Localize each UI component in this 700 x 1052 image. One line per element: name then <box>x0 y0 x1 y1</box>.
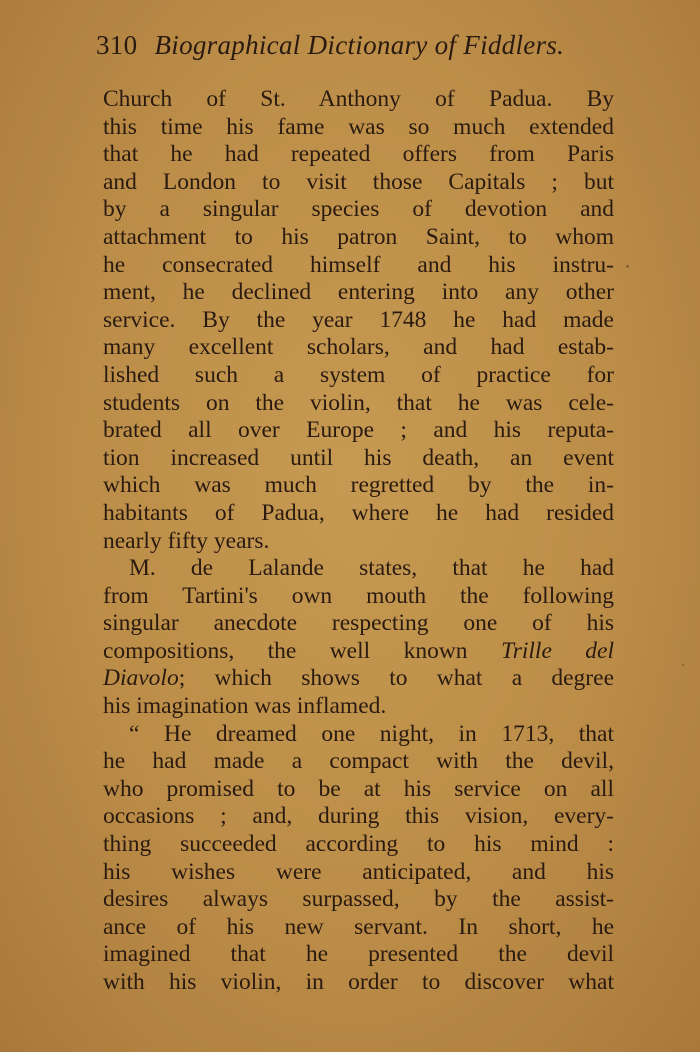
text-line: attachment to his patron Saint, to whom <box>103 223 614 250</box>
italic-title: Trille del <box>500 637 614 664</box>
text-line: desires always surpassed, by the assist- <box>103 886 614 913</box>
text-line: students on the violin, that he was cele- <box>103 389 614 416</box>
text-line: tion increased until his death, an event <box>103 444 614 471</box>
text-line: his wishes were anticipated, and his <box>103 858 614 885</box>
page-number: 310 <box>96 30 138 60</box>
text-line: he consecrated himself and his instru- <box>103 251 614 278</box>
paragraph-end-line: his imagination was inflamed. <box>103 693 387 720</box>
text-line: with his violin, in order to discover what <box>103 969 614 995</box>
text-line: Church of St. Anthony of Padua. By <box>103 86 614 112</box>
text-fragment: compositions, the well known <box>103 637 501 664</box>
text-line: who promised to be at his service on all <box>103 775 614 802</box>
paper-speck <box>682 664 684 666</box>
paragraph-start-line: “ He dreamed one night, in 1713, that <box>129 720 614 747</box>
page-header <box>96 30 616 66</box>
text-line: brated all over Europe ; and his reputa- <box>103 417 614 444</box>
text-line: he had made a compact with the devil, <box>103 748 614 775</box>
text-fragment: ; which shows to what a degree <box>178 665 614 692</box>
text-line <box>103 638 614 666</box>
text-line <box>103 665 614 693</box>
text-line: from Tartini's own mouth the following <box>103 582 614 609</box>
text-line: habitants of Padua, where he had resided <box>103 499 614 526</box>
paper-speck <box>626 265 629 268</box>
paragraph-end-line: nearly fifty years. <box>103 527 270 554</box>
text-line: imagined that he presented the devil <box>103 941 614 968</box>
italic-title: Diavolo <box>103 665 179 692</box>
text-line: this time his fame was so much extended <box>103 113 614 140</box>
text-line: ment, he declined entering into any other <box>103 279 614 306</box>
body-text <box>103 86 614 997</box>
text-line: which was much regretted by the in- <box>103 472 614 499</box>
text-line: that he had repeated offers from Paris <box>103 141 614 168</box>
paragraph-start-line: M. de Lalande states, that he had <box>129 555 614 582</box>
text-line: by a singular species of devotion and <box>103 196 614 223</box>
text-line: occasions ; and, during this vision, every- <box>103 803 614 830</box>
running-title: Biographical Dictionary of Fiddlers. <box>154 30 565 60</box>
text-line: many excellent scholars, and had estab- <box>103 334 614 361</box>
text-line: ance of his new servant. In short, he <box>103 913 614 940</box>
text-line: thing succeeded according to his mind : <box>103 831 614 858</box>
text-line: service. By the year 1748 he had made <box>103 306 614 333</box>
text-line: and London to visit those Capitals ; but <box>103 168 614 195</box>
text-line: singular anecdote respecting one of his <box>103 610 614 637</box>
text-line: lished such a system of practice for <box>103 361 614 388</box>
